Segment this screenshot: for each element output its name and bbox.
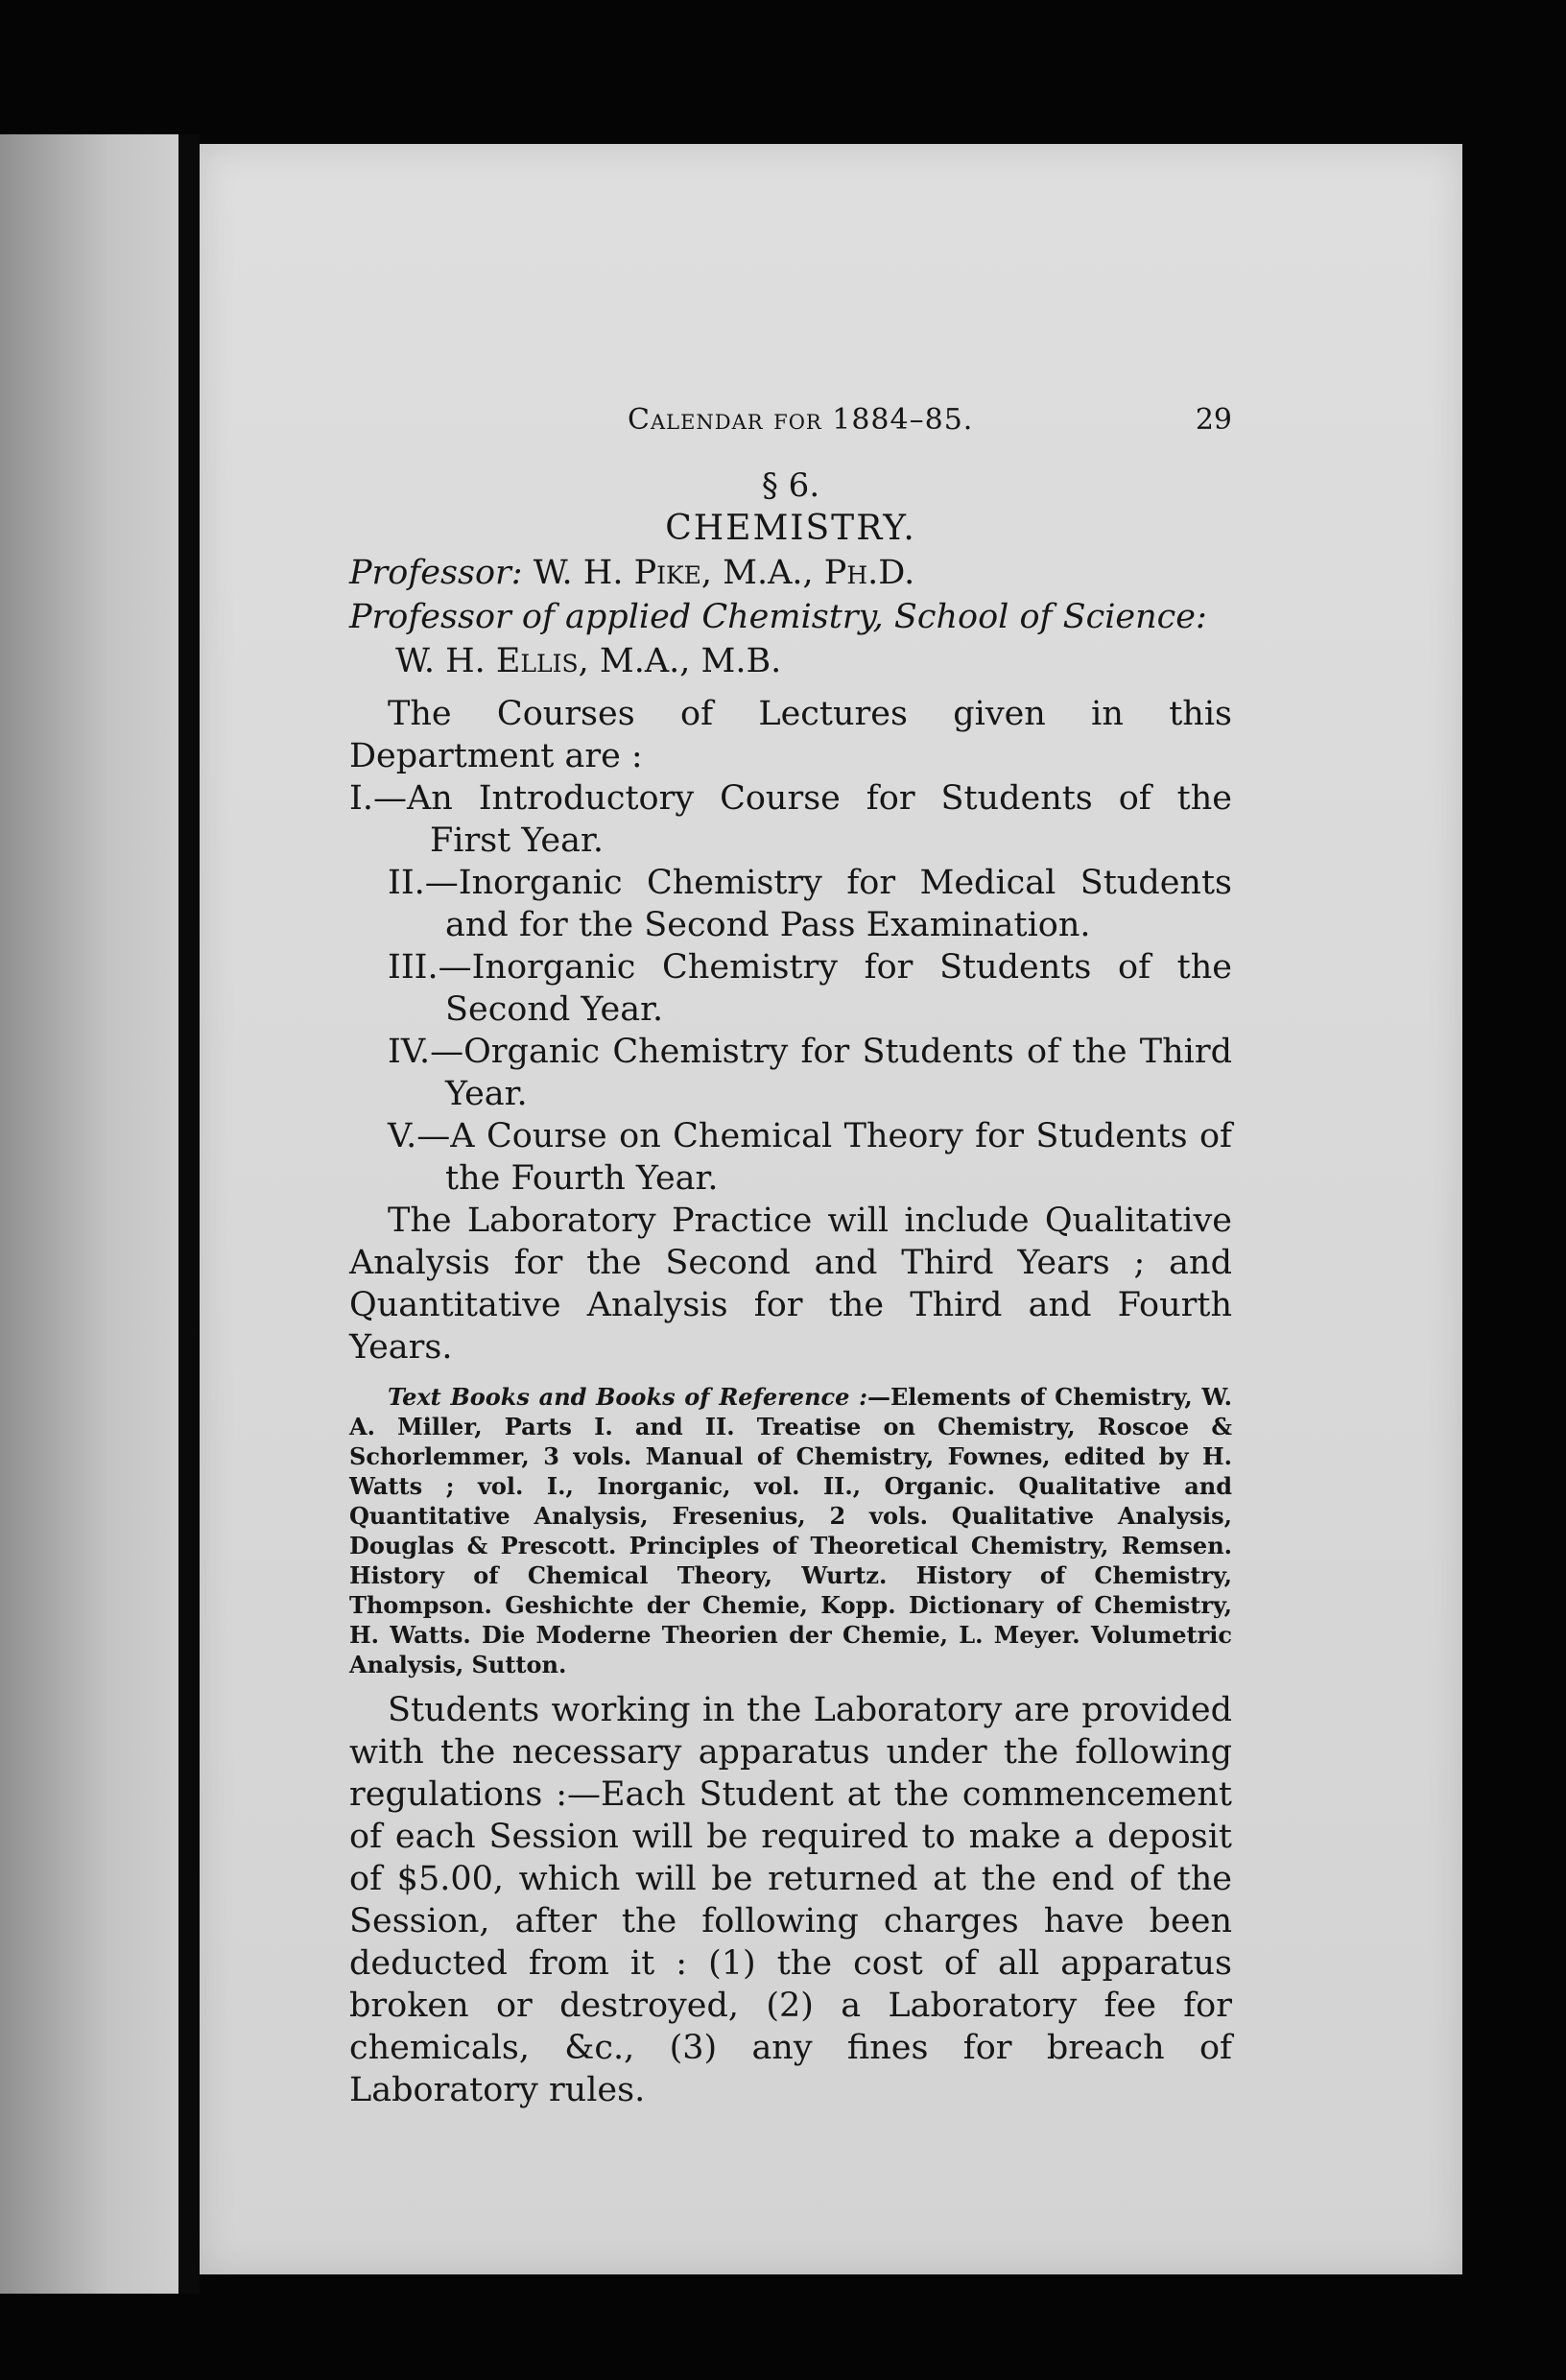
laboratory-practice-paragraph: The Laboratory Practice will include Qualitative Analysis for the Second and Third Years ; and Quantitative Analysis for the Third and Fourth Years.	[349, 1202, 1232, 1367]
staff-name: W. H. Ellis, M.A., M.B.	[395, 642, 782, 680]
section-number: § 6.	[761, 466, 820, 505]
staff-entry	[349, 551, 1232, 595]
course-item: IV.—Organic Chemistry for Students of the Third Year.	[388, 1033, 1232, 1113]
course-item: I.—An Introductory Course for Students of the First Year.	[349, 779, 1232, 860]
running-head-title: Calendar for 1884–85.	[628, 403, 974, 437]
laboratory-regulations-paragraph: Students working in the Laboratory are provided with the necessary apparatus under the following regulations :—Each Student at the commencement of each Session will be required to make a deposit of $5.00, which will be returned at the end of the Session, after the following charges have been deducted from it : (1) the cost of all apparatus broken or destroyed, (2) a Laboratory fee for chemicals, &c., (3) any fines for breach of Laboratory rules.	[349, 1691, 1232, 2109]
previous-page-edge	[0, 134, 182, 2294]
page-number: 29	[1195, 403, 1232, 437]
reference-books	[349, 1382, 1232, 1679]
staff-entry	[349, 595, 1232, 683]
reference-list: —Elements of Chemistry, W. A. Miller, Parts I. and II. Treatise on Chemistry, Roscoe & Schorlemmer, 3 vols. Manual of Chemistry, Fownes, edited by H. Watts ; vol. I., Inorganic, vol. II., Organic. Qualitative and Quantitative Analysis, Fresenius, 2 vols. Qualitative Analysis, Douglas & Prescott. Principles of Theoretical Chemistry, Remsen. History of Chemical Theory, Wurtz. History of Chemistry, Thompson. Geshichte der Chemie, Kopp. Dictionary of Chemistry, H. Watts. Die Moderne Theorien der Chemie, L. Meyer. Volumetric Analysis, Sutton.	[349, 1383, 1233, 1678]
staff-name: W. H. Pike, M.A., Ph.D.	[533, 554, 915, 592]
staff-role: Professor:	[349, 554, 523, 592]
running-head	[349, 403, 1232, 451]
course-item: III.—Inorganic Chemistry for Students of the Second Year.	[388, 948, 1232, 1029]
course-item: II.—Inorganic Chemistry for Medical Students and for the Second Pass Examination.	[388, 864, 1232, 944]
department-title: CHEMISTRY.	[665, 509, 916, 548]
courses-intro: The Courses of Lectures given in this Department are :	[349, 695, 1232, 775]
staff-role: Professor of applied Chemistry, School of Science:	[349, 598, 1207, 636]
reference-label: Text Books and Books of Reference :	[388, 1383, 867, 1411]
page-text	[349, 403, 1232, 2111]
book-gutter	[178, 134, 200, 2294]
book-page	[200, 144, 1462, 2274]
course-item: V.—A Course on Chemical Theory for Students of the Fourth Year.	[388, 1117, 1232, 1198]
